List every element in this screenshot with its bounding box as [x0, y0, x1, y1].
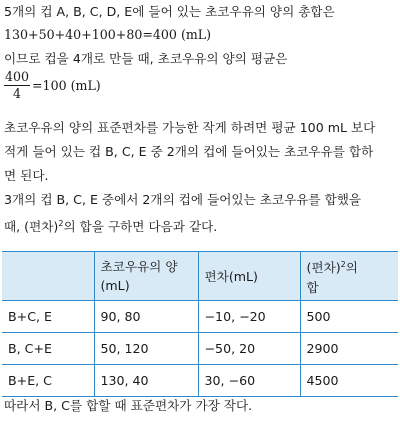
header-sq-suffix: 의: [345, 260, 358, 276]
text-line-1: 5개의 컵 A, B, C, D, E에 들어 있는 초코우유의 양의 총합은: [4, 4, 335, 19]
cell-case: B, C+E: [2, 333, 94, 365]
mean-result: =100 (mL): [32, 78, 101, 93]
header-amount-label: 초코우유의 양: [100, 259, 178, 274]
cell-sq-sum: 2900: [300, 333, 398, 365]
text-line-9-a: 때, (편차): [4, 219, 59, 235]
text-line-9-sup: 2: [58, 219, 64, 228]
cell-sq-sum: 500: [300, 301, 398, 333]
conclusion-line: 따라서 B, C를 합할 때 표준편차가 가장 작다.: [4, 398, 253, 413]
deviation-table: [2, 251, 398, 397]
fraction-denominator: 4: [12, 86, 21, 101]
header-sq-sum-word: 합: [306, 279, 319, 295]
sum-equation: 130+50+40+100+80=400 (mL): [4, 27, 212, 42]
header-amount: [94, 252, 198, 301]
table-row: [2, 365, 398, 397]
header-sq-sum: [300, 252, 398, 301]
fraction-numerator: 400: [4, 69, 30, 84]
cell-deviation: 30, −60: [198, 365, 300, 397]
table-header-row: [2, 252, 398, 301]
cell-amount: 90, 80: [94, 301, 198, 333]
header-sq-label: (편차): [306, 260, 341, 276]
text-line-6: 적게 들어 있는 컵 B, C, E 중 2개의 컵에 들어있는 초코우유를 합하: [4, 144, 374, 159]
header-deviation: 편차(mL): [198, 252, 300, 301]
text-line-9-b: 의 합을 구하면 다음과 같다.: [63, 219, 218, 235]
text-line-3: 이므로 컵을 4개로 만들 때, 초코우유의 양의 평균은: [4, 51, 288, 66]
cell-case: B+C, E: [2, 301, 94, 333]
header-amount-unit: (mL): [100, 278, 130, 293]
table-row: [2, 333, 398, 365]
text-line-8: 3개의 컵 B, C, E 중에서 2개의 컵에 들어있는 초코우유를 합했을: [4, 192, 362, 207]
cell-case: B+E, C: [2, 365, 94, 397]
text-line-9: [4, 215, 217, 236]
cell-amount: 50, 120: [94, 333, 198, 365]
table-row: [2, 301, 398, 333]
cell-amount: 130, 40: [94, 365, 198, 397]
text-line-7: 면 된다.: [4, 168, 49, 183]
mean-fraction: [4, 69, 30, 102]
cell-deviation: −50, 20: [198, 333, 300, 365]
cell-deviation: −10, −20: [198, 301, 300, 333]
text-line-5: 초코우유의 양의 표준편차를 가능한 작게 하려면 평균 100 mL 보다: [4, 120, 376, 135]
header-sq-sup: 2: [340, 260, 346, 270]
header-case: [2, 252, 94, 301]
cell-sq-sum: 4500: [300, 365, 398, 397]
